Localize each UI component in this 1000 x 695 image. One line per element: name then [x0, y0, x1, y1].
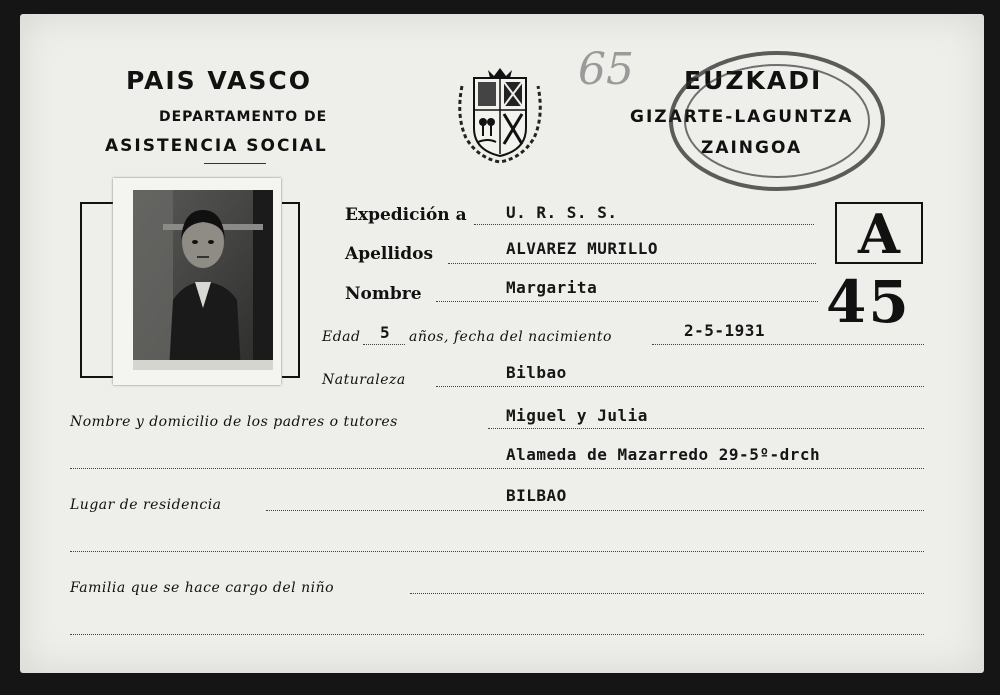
oval-rubber-stamp	[664, 46, 890, 196]
padres-label: Nombre y domicilio de los padres o tutores	[70, 414, 398, 430]
header-right-subtitle: GIZARTE-LAGUNTZA	[630, 107, 854, 127]
domicilio-line	[70, 468, 924, 469]
handwritten-number: 65	[578, 44, 634, 95]
header-left-rule	[204, 163, 266, 164]
familia-label: Familia que se hace cargo del niño	[70, 580, 335, 596]
header-right-title: EUZKADI	[684, 66, 823, 95]
naturaleza-label: Naturaleza	[322, 372, 406, 388]
photo-bracket-left	[80, 202, 116, 378]
apellidos-line	[448, 263, 816, 264]
fecha-label: años, fecha del nacimiento	[409, 329, 612, 345]
expedicion-line	[474, 224, 814, 225]
header-left-department: ASISTENCIA SOCIAL	[105, 136, 328, 156]
padres-line	[488, 428, 924, 429]
nombre-value: Margarita	[506, 278, 598, 297]
padres-value: Miguel y Julia	[506, 406, 648, 425]
edad-value: 5	[380, 323, 391, 342]
residencia-extra-line	[70, 551, 924, 552]
nombre-label: Nombre	[345, 284, 422, 304]
apellidos-label: Apellidos	[345, 244, 434, 264]
header-right-department: ZAINGOA	[701, 138, 803, 158]
residencia-label: Lugar de residencia	[70, 497, 222, 513]
photo-bracket-right	[282, 202, 300, 378]
naturaleza-line	[436, 386, 924, 387]
fecha-nacimiento-value: 2-5-1931	[684, 321, 766, 340]
residencia-line	[266, 510, 924, 511]
expedicion-value: U. R. S. S.	[506, 203, 618, 222]
apellidos-value: ALVAREZ MURILLO	[506, 239, 658, 258]
edad-label: Edad	[322, 329, 361, 345]
edad-line	[363, 344, 405, 345]
card-number: 45	[826, 268, 911, 336]
category-letter-box: A	[835, 202, 923, 264]
header-left-subtitle: DEPARTAMENTO DE	[159, 109, 328, 125]
fecha-line	[652, 344, 924, 345]
header-left-title: PAIS VASCO	[126, 66, 312, 95]
naturaleza-value: Bilbao	[506, 363, 567, 382]
domicilio-value: Alameda de Mazarredo 29-5º-drch	[506, 445, 821, 464]
familia-extra-line	[70, 634, 924, 635]
expedicion-label: Expedición a	[345, 205, 467, 225]
familia-line	[410, 593, 924, 594]
residencia-value: BILBAO	[506, 486, 567, 505]
nombre-line	[436, 301, 818, 302]
child-portrait-photo	[133, 190, 273, 370]
coat-of-arms-icon	[452, 66, 548, 164]
